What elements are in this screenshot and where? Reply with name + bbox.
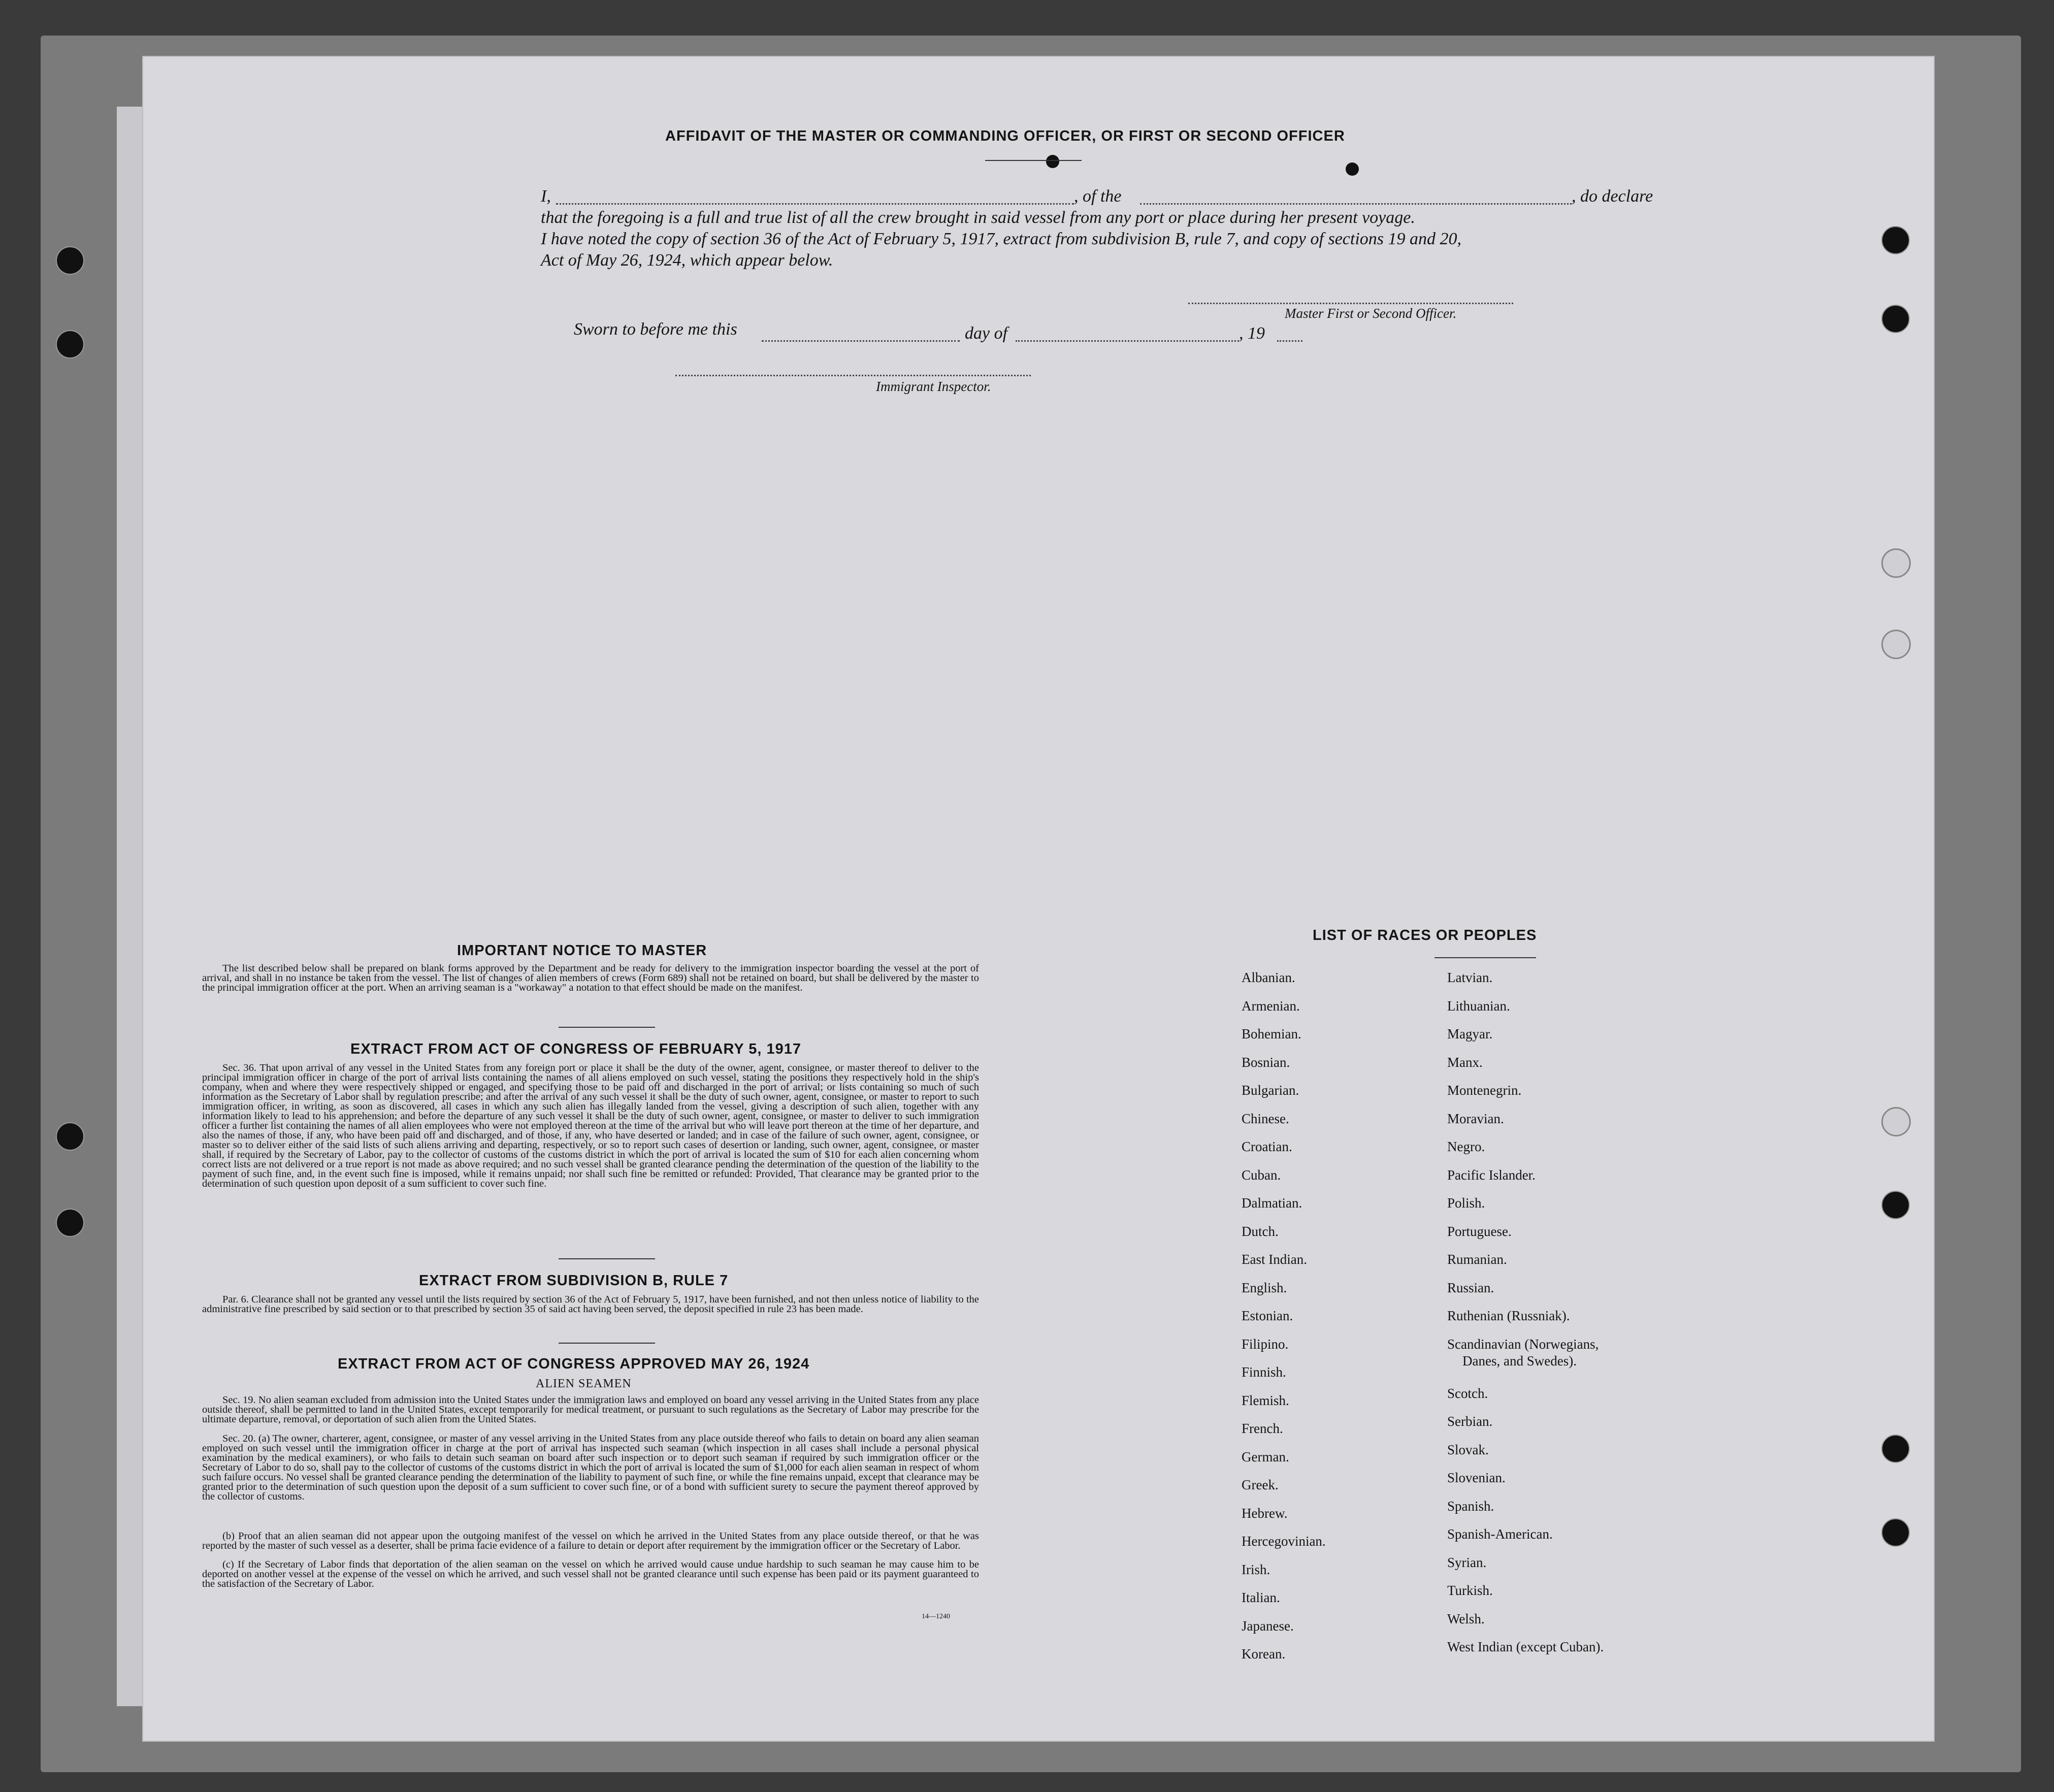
race-item: Estonian.: [1242, 1308, 1293, 1323]
inspector-label: Immigrant Inspector.: [876, 379, 991, 394]
race-item: English.: [1242, 1280, 1287, 1295]
race-item: Chinese.: [1242, 1111, 1289, 1126]
affidavit-of-the: , of the: [1074, 187, 1122, 206]
race-item: Filipino.: [1242, 1336, 1289, 1352]
divider: [559, 1343, 655, 1344]
race-item: Montenegrin.: [1447, 1083, 1522, 1098]
binder-hole: [1881, 226, 1910, 254]
race-item: Cuban.: [1242, 1167, 1281, 1183]
rule-7-title: EXTRACT FROM SUBDIVISION B, RULE 7: [419, 1273, 729, 1289]
alien-seamen-subtitle: ALIEN SEAMEN: [536, 1377, 632, 1390]
race-item: Scandinavian (Norwegians,: [1447, 1336, 1599, 1352]
section-20c-text: (c) If the Secretary of Labor finds that deportation of the alien seaman on the vessel on which he arrived would cause undue hardship to such seaman he may cause him to be deported on another vessel at the expense of the vessel on which he arrived, and such vessel shall not be granted clearance until such expense has been paid or its payment guaranteed to the satisfaction of the Secretary of Labor.: [202, 1559, 979, 1589]
race-item: Irish.: [1242, 1561, 1270, 1577]
race-item: Portuguese.: [1447, 1223, 1512, 1239]
affidavit-line-4: Act of May 26, 1924, which appear below.: [541, 251, 833, 270]
year-blank: [1277, 340, 1302, 342]
race-item: Spanish-American.: [1447, 1526, 1553, 1542]
notice-text: The list described below shall be prepared on blank forms approved by the Department and be ready for delivery to the immigration inspector boarding the vessel at the port of arrival, and shall in no instance be taken from the vessel. The list of changes of alien members of crews (Form 689) shall not be retained on board, but shall be delivered by the master to the principal immigration officer at the port. When an arriving seaman is a "workaway" a notation to that effect should be made on the manifest.: [202, 963, 979, 993]
binder-hole: [1881, 1107, 1911, 1136]
race-item: Croatian.: [1242, 1139, 1292, 1154]
race-item: French.: [1242, 1421, 1283, 1436]
rule-7-text: Par. 6. Clearance shall not be granted any vessel until the lists required by section 36 of the Act of February 5, 1917, have been furnished, and not then unless notice of liability to the administrative fine prescribed by said section or to that prescribed by section 35 of said act having been served, the deposit specified in rule 23 has been made.: [202, 1294, 979, 1315]
race-item: Bosnian.: [1242, 1054, 1290, 1070]
race-item: Flemish.: [1242, 1392, 1289, 1408]
binder-hole: [56, 246, 84, 275]
race-item: Japanese.: [1242, 1618, 1294, 1634]
binder-hole: [1881, 1191, 1910, 1219]
month-blank: [1016, 340, 1239, 342]
race-item: Danes, and Swedes).: [1462, 1353, 1577, 1369]
extract-1917-title: EXTRACT FROM ACT OF CONGRESS OF FEBRUARY 5, 1917: [350, 1041, 802, 1057]
vessel-blank: [1140, 203, 1572, 205]
binder-hole: [1881, 305, 1910, 333]
race-item: Albanian.: [1242, 970, 1295, 985]
ink-blot: [1346, 162, 1359, 176]
form-number: 14—1240: [922, 1613, 950, 1620]
race-item: Welsh.: [1447, 1611, 1485, 1626]
affidavit-line-2: that the foregoing is a full and true list of all the crew brought in said vessel from any port or place during her present voyage.: [541, 208, 1415, 227]
binder-hole: [1881, 630, 1911, 659]
affidavit-title: AFFIDAVIT OF THE MASTER OR COMMANDING OFFICER, OR FIRST OR SECOND OFFICER: [665, 128, 1345, 144]
race-item: Armenian.: [1242, 998, 1300, 1014]
race-item: Lithuanian.: [1447, 998, 1510, 1014]
divider: [1434, 957, 1536, 958]
notice-title: IMPORTANT NOTICE TO MASTER: [457, 942, 707, 959]
section-20b-text: (b) Proof that an alien seaman did not appear upon the outgoing manifest of the vessel on which he arrived in the United States from any place outside thereof, or that he was reported by the master of such vessel as a deserter, shall be prima facie evidence of a failure to detain or deport after requirement by the immigration officer or the Secretary of Labor.: [202, 1530, 979, 1551]
binder-hole: [1881, 1435, 1910, 1463]
race-item: West Indian (except Cuban).: [1447, 1639, 1604, 1654]
signature-label: Master First or Second Officer.: [1285, 306, 1457, 321]
race-item: Italian.: [1242, 1590, 1280, 1605]
race-item: Spanish.: [1447, 1498, 1494, 1514]
race-item: Manx.: [1447, 1054, 1483, 1070]
race-item: Slovenian.: [1447, 1470, 1506, 1485]
name-blank: [556, 203, 1074, 205]
race-item: Polish.: [1447, 1195, 1485, 1211]
divider: [985, 160, 1082, 161]
race-item: Syrian.: [1447, 1554, 1487, 1570]
race-item: East Indian.: [1242, 1252, 1307, 1267]
race-item: Pacific Islander.: [1447, 1167, 1536, 1183]
signature-blank: [1188, 303, 1513, 304]
binder-hole: [56, 1122, 84, 1151]
section-36-text: Sec. 36. That upon arrival of any vessel in the United States from any foreign port or place it shall be the duty of the owner, agent, consignee, or master thereof to deliver to the principal immigration officer in charge of the port of arrival lists containing the names of all aliens employed on such vessel, stating the positions they respectively hold in the ship's company, when and where they were respectively shipped or engaged, and specifying those to be paid off and discharged in the port of arrival; or lists containing so much of such information as the Secretary of Labor shall by regulation prescribe; and after the arrival of any such vessel it shall be the duty of such owner, agent, consignee, or master to report to such immigration officer, in writing, as soon as discovered, all cases in which any such alien has illegally landed from the vessel, giving a description of such alien, together with any information likely to lead to his apprehension; and before the departure of any such vessel it shall be the duty of such owner, agent, consignee, or master to deliver to such immigration officer a further list containing the names of all alien employees who were not employed thereon at the time of the arrival but who will leave port thereon at the time of her departure, and also the names of those, if any, who have been paid off and discharged, and of those, if any, who have deserted or landed; and in case of the failure of such owner, agent, consignee, or master so to deliver either of the said lists of such aliens arriving and departing, respectively, or so to report such cases of desertion or landing, such owner, agent, consignee, or master shall, if required by the Secretary of Labor, pay to the collector of customs of the customs district in which the port of arrival is located the sum of $10 for each alien concerning whom correct lists are not delivered or a true report is not made as above required; and no such vessel shall be granted clearance pending the determination of the question of the liability to the payment of such fine, and, in the event such fine is imposed, while it remains unpaid; nor shall such fine be remitted or refunded: Provided, That clearance may be granted prior to the determination of such question upon deposit of a sum sufficient to cover such fine.: [202, 1062, 979, 1189]
affidavit-line-3: I have noted the copy of section 36 of the Act of February 5, 1917, extract from subdivision B, rule 7, and copy of sections 19 and 20,: [541, 230, 1462, 248]
race-item: Hercegovinian.: [1242, 1534, 1326, 1549]
binder-hole: [1881, 1518, 1910, 1547]
race-item: Scotch.: [1447, 1385, 1488, 1401]
race-item: Negro.: [1447, 1139, 1485, 1154]
document-page: [142, 56, 1935, 1742]
inspector-signature-blank: [675, 375, 1031, 376]
race-item: Greek.: [1242, 1477, 1279, 1492]
extract-1924-title: EXTRACT FROM ACT OF CONGRESS APPROVED MAY 26, 1924: [338, 1356, 810, 1372]
section-19-text: Sec. 19. No alien seaman excluded from admission into the United States under the immigration laws and employed on board any vessel arriving in the United States from any place outside thereof, shall be permitted to land in the United States, except temporarily for medical treatment, or pursuant to such regulations as the Secretary of Labor may prescribe for the ultimate departure, removal, or deportation of such alien from the United States.: [202, 1394, 979, 1425]
race-item: Latvian.: [1447, 970, 1493, 985]
section-20a-text: Sec. 20. (a) The owner, charterer, agent, consignee, or master of any vessel arriving in the United States from any place outside thereof who fails to detain on board any alien seaman employed on such vessel until the immigration officer in charge at the port of arrival has inspected such seaman (which inspection in all cases shall include a personal physical examination by the medical examiners), or who fails to detain such seaman on board after such inspection or to deport such seaman if required by such immigration officer or the Secretary of Labor to do so, shall pay to the collector of customs of the customs district in which the port of arrival is located the sum of $1,000 for each alien seaman in respect of whom such failure occurs. No vessel shall be granted clearance pending the determination of the liability to payment of such fine, or while the fine remains unpaid, except that clearance may be granted prior to the determination of such question upon the deposit of a sum sufficient to cover such fine, or of a bond with sufficient surety to secure the payment thereof approved by the collector of customs.: [202, 1433, 979, 1502]
sworn-day-blank: [762, 340, 960, 342]
divider: [559, 1027, 655, 1028]
race-item: Hebrew.: [1242, 1505, 1288, 1521]
binder-hole: [1881, 548, 1911, 578]
race-item: Bohemian.: [1242, 1026, 1301, 1041]
year-text: , 19: [1239, 324, 1265, 343]
race-item: Korean.: [1242, 1646, 1286, 1661]
binder-hole: [56, 330, 84, 359]
race-item: German.: [1242, 1449, 1289, 1464]
day-of-text: day of: [965, 324, 1008, 343]
race-item: Dutch.: [1242, 1223, 1279, 1239]
race-item: Dalmatian.: [1242, 1195, 1302, 1211]
affidavit-i: I,: [541, 187, 551, 206]
divider: [559, 1258, 655, 1259]
race-item: Moravian.: [1447, 1111, 1504, 1126]
binder-hole: [56, 1209, 84, 1237]
race-item: Bulgarian.: [1242, 1083, 1299, 1098]
race-item: Turkish.: [1447, 1583, 1493, 1598]
race-item: Finnish.: [1242, 1364, 1286, 1380]
ink-blot: [1046, 155, 1059, 168]
race-item: Ruthenian (Russniak).: [1447, 1308, 1570, 1323]
affidavit-declare: , do declare: [1572, 187, 1653, 206]
race-item: Russian.: [1447, 1280, 1494, 1295]
race-item: Rumanian.: [1447, 1252, 1507, 1267]
race-item: Slovak.: [1447, 1442, 1489, 1457]
races-title: LIST OF RACES OR PEOPLES: [1313, 927, 1537, 943]
race-item: Serbian.: [1447, 1414, 1493, 1429]
race-item: Magyar.: [1447, 1026, 1493, 1041]
sworn-text: Sworn to before me this: [574, 320, 737, 339]
